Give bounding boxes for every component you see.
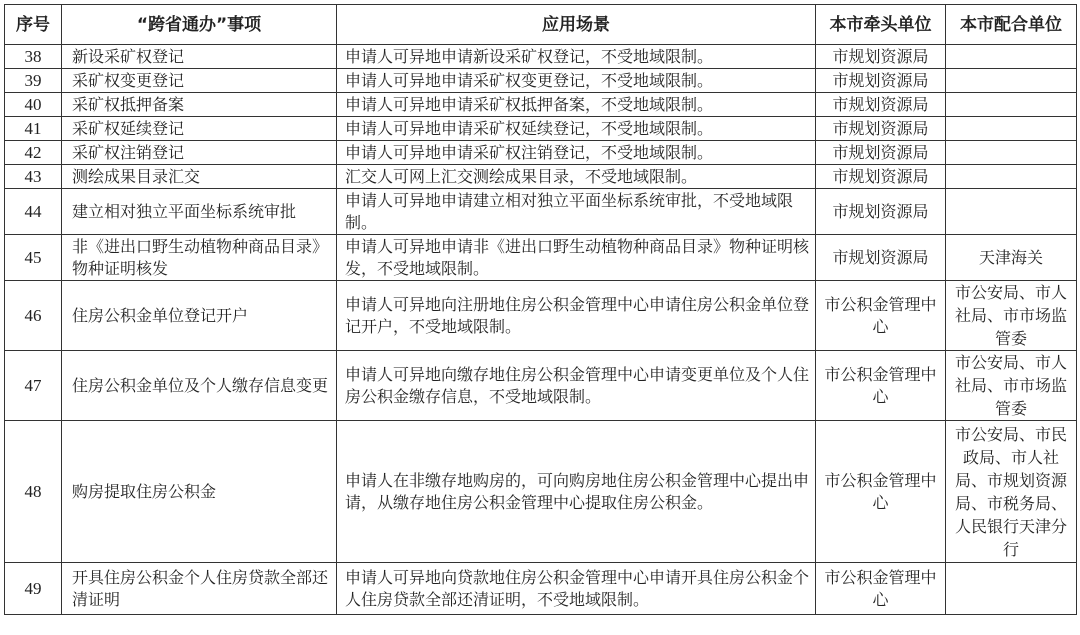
row-num: 38 (5, 45, 62, 69)
row-scene: 申请人可异地申请建立相对独立平面坐标系统审批，不受地域限制。 (337, 189, 816, 235)
row-lead: 市规划资源局 (816, 69, 946, 93)
table-row (5, 117, 1077, 141)
row-coop: 市公安局、市民政局、市人社局、市规划资源局、市税务局、人民银行天津分行 (946, 421, 1077, 563)
row-lead: 市规划资源局 (816, 93, 946, 117)
header-lead: 本市牵头单位 (816, 5, 946, 45)
table-row (5, 69, 1077, 93)
row-scene: 申请人可异地向贷款地住房公积金管理中心申请开具住房公积金个人住房贷款全部还清证明，不受地域限制。 (337, 563, 816, 615)
table-row (5, 563, 1077, 615)
row-num: 41 (5, 117, 62, 141)
table-row (5, 235, 1077, 281)
table-row (5, 351, 1077, 421)
row-item: 非《进出口野生动植物种商品目录》物种证明核发 (62, 235, 337, 281)
row-scene: 汇交人可网上汇交测绘成果目录，不受地域限制。 (337, 165, 816, 189)
row-num: 45 (5, 235, 62, 281)
row-scene: 申请人可异地向缴存地住房公积金管理中心申请变更单位及个人住房公积金缴存信息，不受地域限制。 (337, 351, 816, 421)
row-scene: 申请人可异地申请采矿权注销登记，不受地域限制。 (337, 141, 816, 165)
row-item: 采矿权抵押备案 (62, 93, 337, 117)
header-scene: 应用场景 (337, 5, 816, 45)
row-num: 44 (5, 189, 62, 235)
row-num: 42 (5, 141, 62, 165)
row-num: 43 (5, 165, 62, 189)
row-lead: 市规划资源局 (816, 45, 946, 69)
row-coop (946, 45, 1077, 69)
row-lead: 市公积金管理中心 (816, 351, 946, 421)
row-coop: 天津海关 (946, 235, 1077, 281)
table-row (5, 45, 1077, 69)
row-scene: 申请人可异地申请采矿权延续登记，不受地域限制。 (337, 117, 816, 141)
row-num: 40 (5, 93, 62, 117)
row-item: 购房提取住房公积金 (62, 421, 337, 563)
row-item: 新设采矿权登记 (62, 45, 337, 69)
table-row (5, 141, 1077, 165)
row-item: 住房公积金单位登记开户 (62, 281, 337, 351)
row-coop (946, 141, 1077, 165)
table-row (5, 189, 1077, 235)
row-scene: 申请人可异地申请采矿权变更登记，不受地域限制。 (337, 69, 816, 93)
row-item: 住房公积金单位及个人缴存信息变更 (62, 351, 337, 421)
matters-table (4, 4, 1077, 615)
row-item: 开具住房公积金个人住房贷款全部还清证明 (62, 563, 337, 615)
row-item: 采矿权变更登记 (62, 69, 337, 93)
row-num: 48 (5, 421, 62, 563)
table-row (5, 165, 1077, 189)
table-row (5, 93, 1077, 117)
row-lead: 市公积金管理中心 (816, 421, 946, 563)
row-num: 47 (5, 351, 62, 421)
row-item: 采矿权注销登记 (62, 141, 337, 165)
row-coop (946, 189, 1077, 235)
row-lead: 市规划资源局 (816, 235, 946, 281)
row-scene: 申请人可异地向注册地住房公积金管理中心申请住房公积金单位登记开户，不受地域限制。 (337, 281, 816, 351)
row-item: 测绘成果目录汇交 (62, 165, 337, 189)
row-num: 39 (5, 69, 62, 93)
row-coop (946, 69, 1077, 93)
row-scene: 申请人可异地申请采矿权抵押备案，不受地域限制。 (337, 93, 816, 117)
row-item: 建立相对独立平面坐标系统审批 (62, 189, 337, 235)
row-lead: 市规划资源局 (816, 141, 946, 165)
row-lead: 市规划资源局 (816, 117, 946, 141)
header-row (5, 5, 1077, 45)
row-lead: 市规划资源局 (816, 165, 946, 189)
row-scene: 申请人可异地申请非《进出口野生动植物种商品目录》物种证明核发，不受地域限制。 (337, 235, 816, 281)
table-row (5, 281, 1077, 351)
row-coop: 市公安局、市人社局、市市场监管委 (946, 351, 1077, 421)
row-coop (946, 165, 1077, 189)
row-num: 46 (5, 281, 62, 351)
row-lead: 市规划资源局 (816, 189, 946, 235)
header-item: “跨省通办”事项 (62, 5, 337, 45)
row-coop: 市公安局、市人社局、市市场监管委 (946, 281, 1077, 351)
row-lead: 市公积金管理中心 (816, 563, 946, 615)
header-num: 序号 (5, 5, 62, 45)
row-scene: 申请人在非缴存地购房的，可向购房地住房公积金管理中心提出申请，从缴存地住房公积金管理中心提取住房公积金。 (337, 421, 816, 563)
table-row (5, 421, 1077, 563)
row-scene: 申请人可异地申请新设采矿权登记，不受地域限制。 (337, 45, 816, 69)
row-coop (946, 93, 1077, 117)
row-item: 采矿权延续登记 (62, 117, 337, 141)
row-coop (946, 563, 1077, 615)
row-num: 49 (5, 563, 62, 615)
row-lead: 市公积金管理中心 (816, 281, 946, 351)
header-coop: 本市配合单位 (946, 5, 1077, 45)
row-coop (946, 117, 1077, 141)
